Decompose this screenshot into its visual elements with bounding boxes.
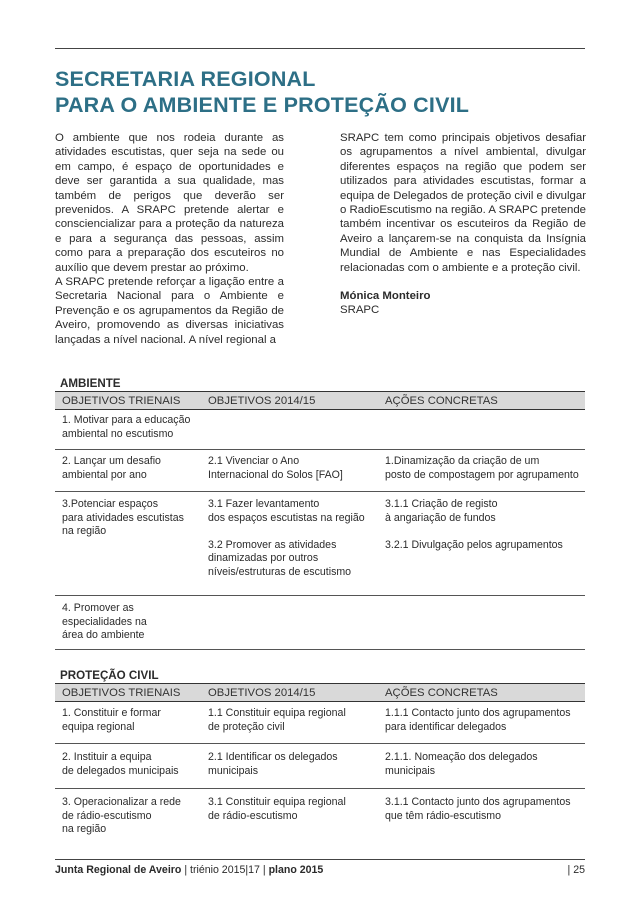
intro-paragraph-2: A SRAPC pretende reforçar a ligação entre a Secretaria Nacional para o Ambiente e Prevenção e os agrupamentos da Região de Aveiro, promovendo as diversas iniciativas lançadas a nível nacional. A nível regional a (55, 276, 284, 346)
table-cell: 3. Operacionalizar a rede de rádio-escutismo na região (62, 796, 181, 835)
top-rule (55, 48, 585, 49)
header-objetivos-trienais: OBJETIVOS TRIENAIS (62, 394, 181, 407)
header-objetivos-2014-15: OBJETIVOS 2014/15 (208, 394, 316, 407)
ambiente-section (55, 377, 585, 650)
table-cell: 2.1 Identificar os delegados municipais (208, 751, 338, 777)
table-cell: 1. Motivar para a educação ambiental no escutismo (62, 414, 191, 440)
signature-name: Mónica Monteiro (340, 290, 431, 303)
protecao-civil-title: PROTEÇÃO CIVIL (60, 669, 159, 682)
table-cell: 1.1 Constituir equipa regional de proteção civil (208, 707, 346, 733)
table-cell: 1. Constituir e formar equipa regional (62, 707, 161, 733)
table-cell: 2. Lançar um desafio ambiental por ano (62, 455, 161, 481)
table-cell: 3.1 Constituir equipa regional de rádio-escutismo (208, 796, 346, 822)
footer-triennium: triénio 2015|17 (190, 864, 260, 876)
intro-right-column (340, 131, 586, 318)
page-footer (55, 859, 585, 876)
footer-org: Junta Regional de Aveiro (55, 864, 182, 876)
header-objetivos-trienais: OBJETIVOS TRIENAIS (62, 686, 181, 699)
protecao-table-header (55, 683, 585, 702)
table-cell: 2.1.1. Nomeação dos delegados municipais (385, 751, 538, 777)
footer-left (55, 864, 323, 876)
intro-paragraph-3: SRAPC tem como principais objetivos desafiar os agrupamentos a nível ambiental, divulgar diferentes espaços na região que podem ser utilizados para atividades escutistas, formar a equipa de Delegados de proteção civil e divulgar o RadioEscutismo na região. A SRAPC pretende também incentivar os escuteiros da Região de Aveiro a lançarem-se na conquista da Insígnia Mundial de Ambiente e nas Especialidades relacionadas com o ambiente e a proteção civil. (340, 132, 586, 274)
ambiente-table-header (55, 391, 585, 410)
protecao-civil-section (55, 669, 585, 845)
table-row (55, 744, 585, 789)
table-row (55, 789, 585, 845)
signature-org: SRAPC (340, 304, 380, 317)
table-row (55, 410, 585, 450)
table-row (55, 596, 585, 650)
table-cell: 1.1.1 Contacto junto dos agrupamentos para identificar delegados (385, 707, 571, 733)
intro-left-column (55, 131, 284, 347)
title-line-2: PARA O AMBIENTE E PROTEÇÃO CIVIL (55, 93, 470, 117)
table-cell: 4. Promover as especialidades na área do ambiente (62, 602, 147, 641)
table-cell: 2.1 Vivenciar o Ano Internacional do Solos [FAO] (208, 455, 343, 481)
ambiente-title: AMBIENTE (60, 377, 121, 390)
footer-separator: | (259, 864, 269, 876)
footer-separator: | (181, 864, 191, 876)
title-line-1: SECRETARIA REGIONAL (55, 67, 316, 91)
table-row (55, 450, 585, 492)
table-row (55, 702, 585, 744)
footer-plan: plano 2015 (268, 864, 324, 876)
table-cell: 3.1.1 Criação de registo à angariação de fundos 3.2.1 Divulgação pelos agrupamentos (385, 498, 563, 551)
table-cell: 3.Potenciar espaços para atividades escutistas na região (62, 498, 184, 537)
page-title (55, 66, 469, 118)
table-cell: 3.1.1 Contacto junto dos agrupamentos que têm rádio-escutismo (385, 796, 571, 822)
table-row (55, 492, 585, 596)
header-acoes-concretas: AÇÕES CONCRETAS (385, 394, 498, 407)
page-number: | 25 (567, 864, 585, 876)
table-cell: 3.1 Fazer levantamento dos espaços escutistas na região 3.2 Promover as atividades dinamizadas por outros níveis/estruturas de escutismo (208, 498, 365, 578)
intro-paragraph-1: O ambiente que nos rodeia durante as atividades escutistas, quer seja na sede ou em campo, é espaço de oportunidades e deve ser garantida a sua qualidade, mas também de perigos que deverão ser prevenidos. A SRAPC pretende alertar e consciencializar para a proteção da natureza e para a segurança das pessoas, assim como para a preparação dos escuteiros no auxílio que devem prestar ao próximo. (55, 132, 284, 274)
table-cell: 1.Dinamização da criação de um posto de compostagem por agrupamento (385, 455, 579, 481)
header-acoes-concretas: AÇÕES CONCRETAS (385, 686, 498, 699)
table-cell: 2. Instituir a equipa de delegados municipais (62, 751, 179, 777)
header-objetivos-2014-15: OBJETIVOS 2014/15 (208, 686, 316, 699)
